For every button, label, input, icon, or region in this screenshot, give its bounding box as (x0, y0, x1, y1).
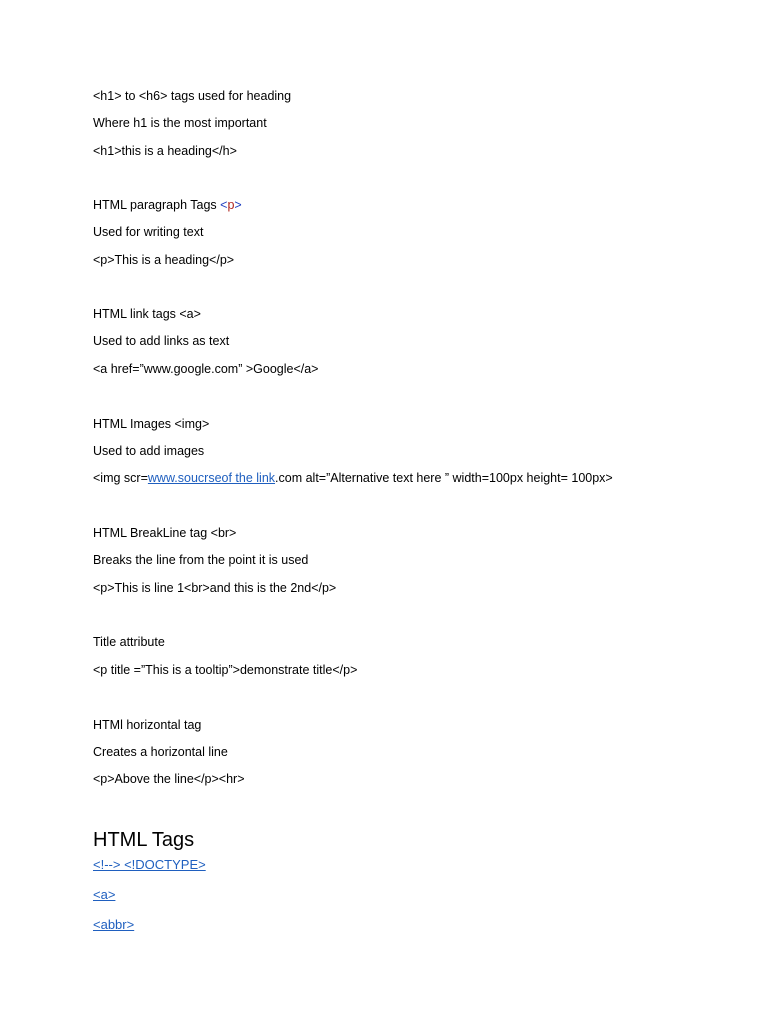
paragraph-tags-title (93, 197, 242, 213)
link-tags-title: HTML link tags <a> (93, 307, 201, 321)
horizontal-tag-example: <p>Above the line</p><hr> (93, 772, 245, 786)
tag-link-a[interactable]: <a> (93, 887, 116, 902)
image-tags-example (93, 470, 613, 486)
paragraph-tags-title-tag: p (227, 198, 235, 212)
heading-tags-title: <h1> to <h6> tags used for heading (93, 89, 292, 103)
paragraph-tags-desc: Used for writing text (93, 225, 204, 239)
title-attribute-example: <p title =”This is a tooltip”>demonstrate title</p> (93, 663, 358, 677)
paragraph-tags-title-text: HTML paragraph Tags (93, 198, 221, 212)
breakline-tags-title: HTML BreakLine tag <br> (93, 526, 237, 540)
html-tags-heading: HTML Tags (93, 829, 195, 851)
paragraph-tags-example: <p>This is a heading</p> (93, 253, 235, 267)
image-source-link[interactable]: www.soucrseof the link (147, 471, 276, 485)
link-tags-example: <a href=”www.google.com” >Google</a> (93, 362, 319, 376)
tag-link-doctype[interactable]: <!--> <!DOCTYPE> (93, 857, 206, 872)
link-tags-desc: Used to add links as text (93, 334, 230, 348)
horizontal-tag-title: HTMl horizontal tag (93, 718, 202, 732)
paragraph-tags-title-lt: < (220, 198, 228, 212)
image-tags-title: HTML Images <img> (93, 417, 210, 431)
horizontal-tag-desc: Creates a horizontal line (93, 745, 228, 759)
paragraph-tags-title-gt: > (234, 198, 242, 212)
heading-tags-desc: Where h1 is the most important (93, 116, 267, 130)
title-attribute-title: Title attribute (93, 635, 165, 649)
breakline-tags-desc: Breaks the line from the point it is used (93, 553, 309, 567)
heading-tags-example: <h1>this is a heading</h> (93, 144, 237, 158)
image-tags-example-prefix: <img scr= (93, 471, 148, 485)
tag-link-abbr[interactable]: <abbr> (93, 917, 135, 932)
breakline-tags-example: <p>This is line 1<br>and this is the 2nd</p> (93, 581, 337, 595)
image-tags-desc: Used to add images (93, 444, 205, 458)
image-tags-example-suffix: .com alt=”Alternative text here ” width=100px height= 100px> (275, 471, 613, 485)
